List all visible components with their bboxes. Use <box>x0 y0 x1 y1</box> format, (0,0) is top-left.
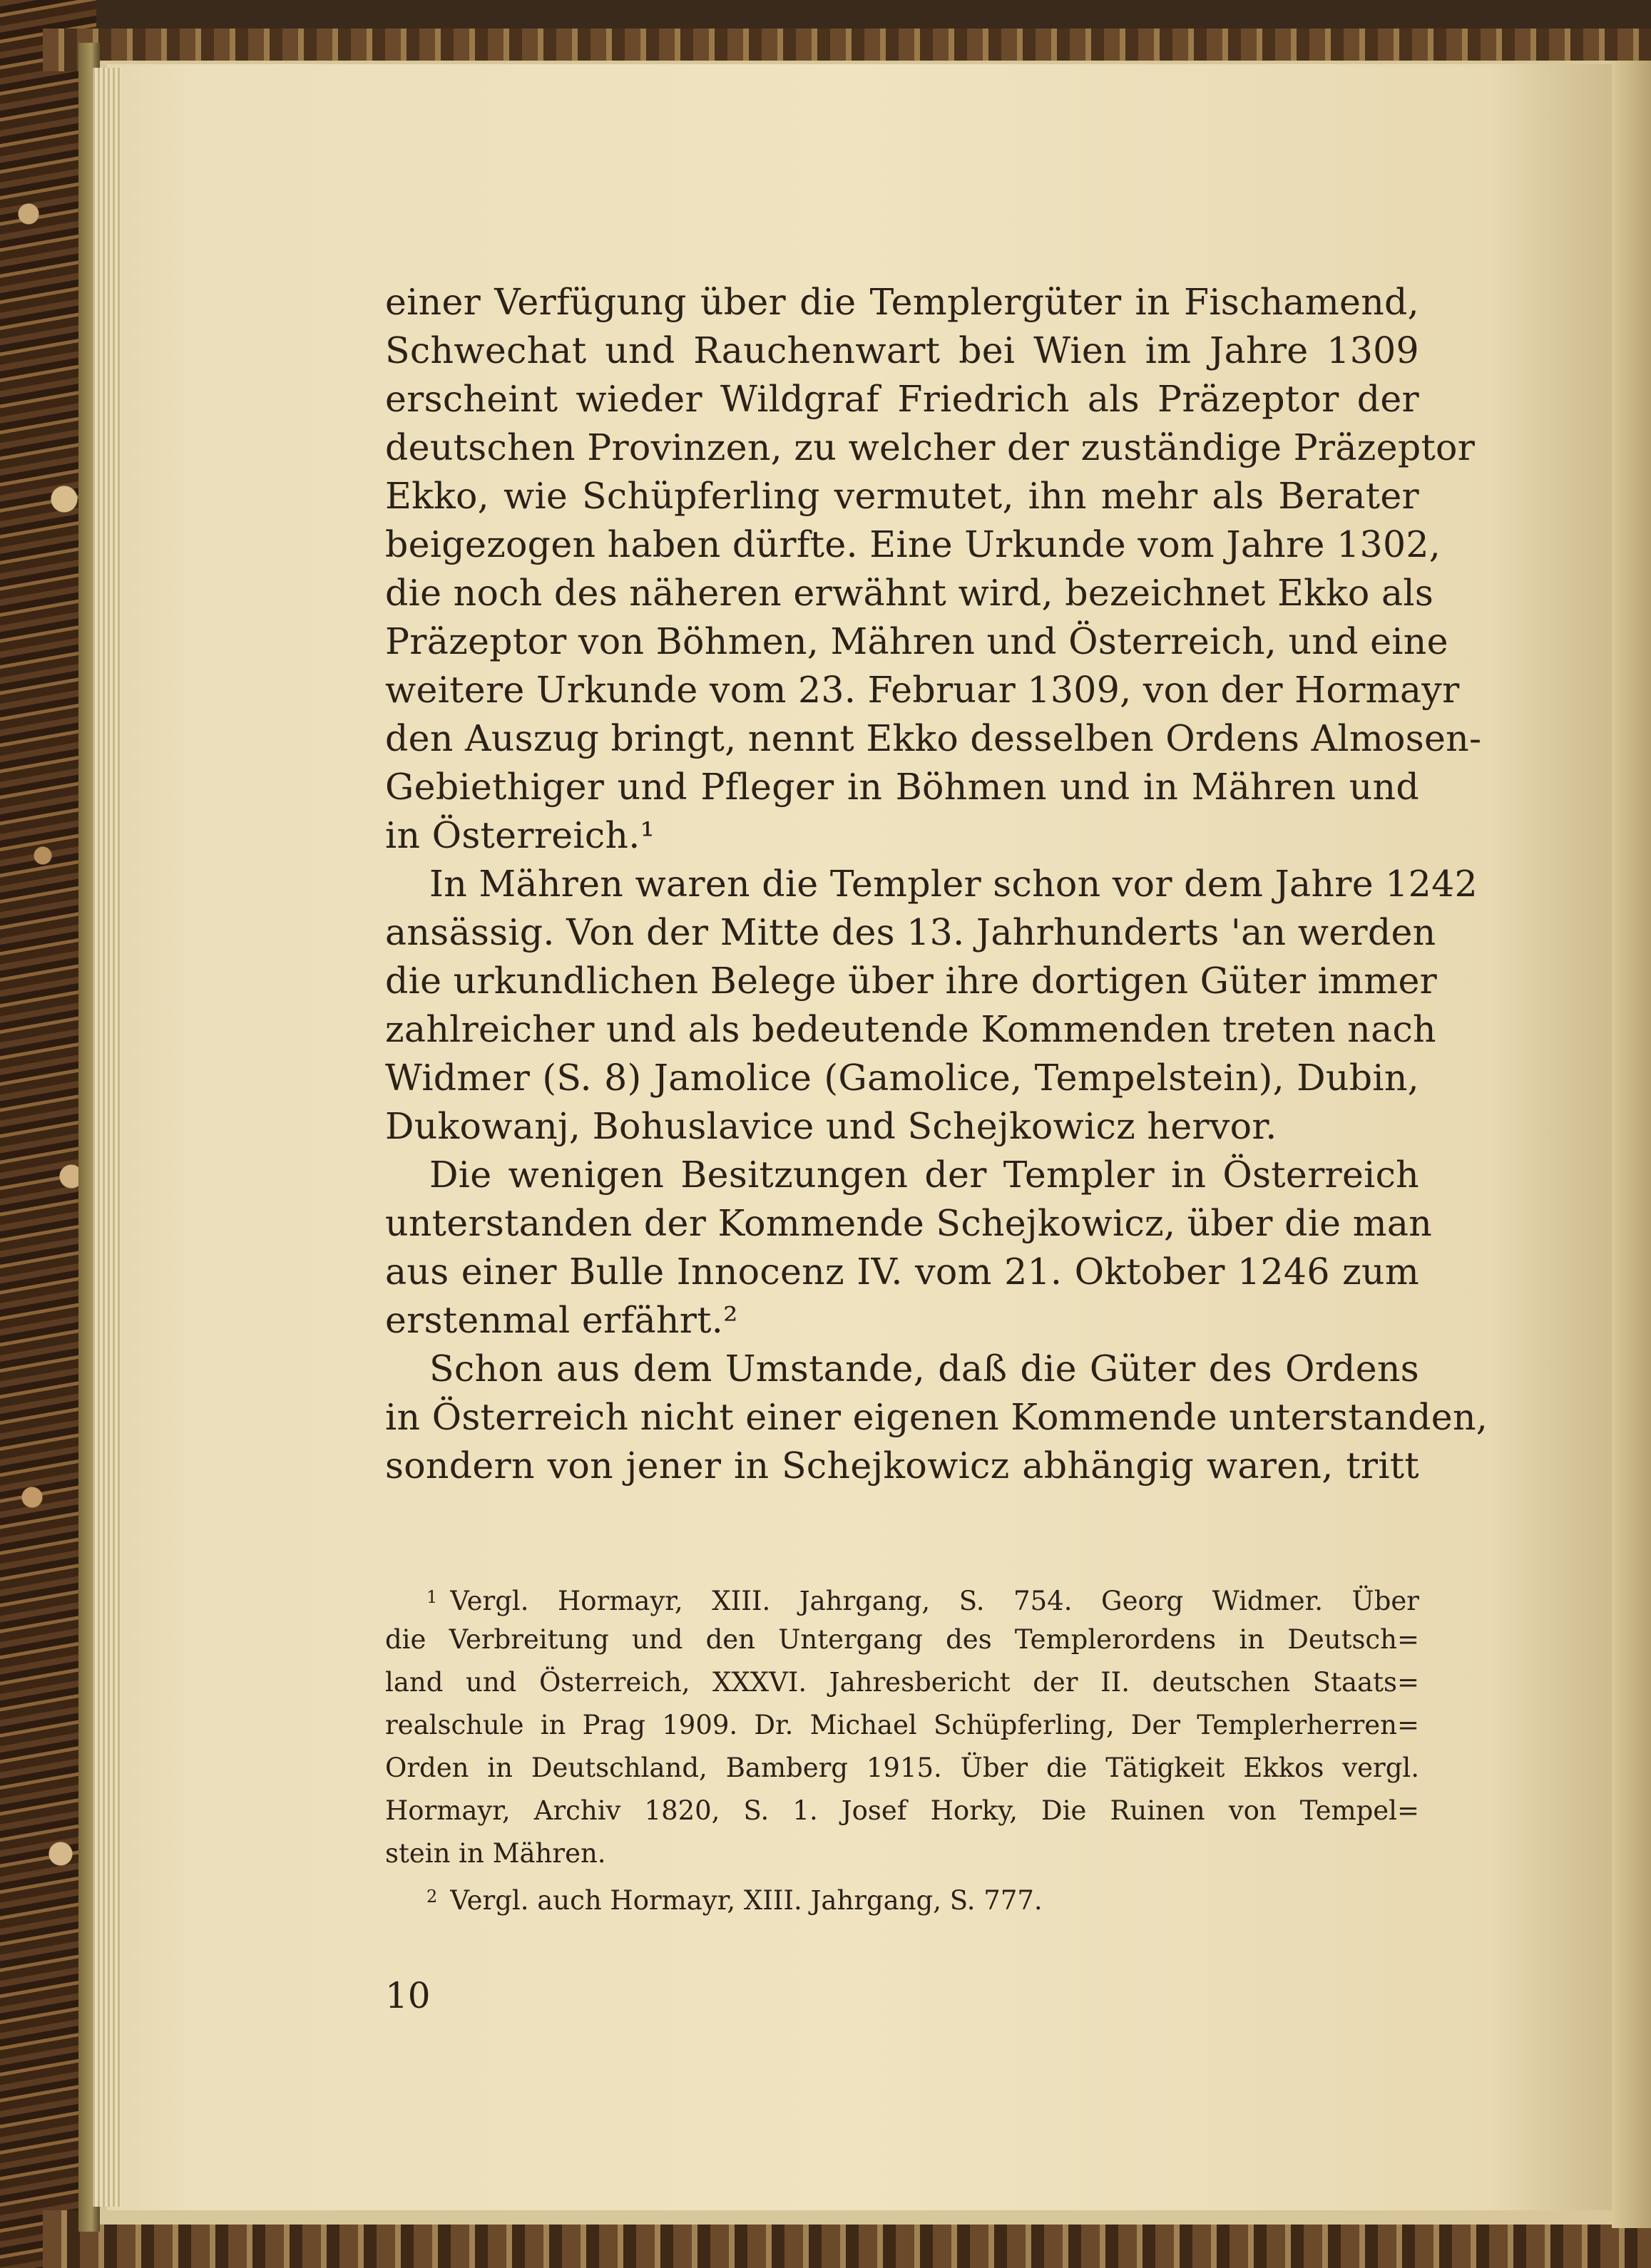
footnote-line: land und Österreich, XXXVI. Jahresbericht der II. deutschen Staats= <box>385 1667 1419 1698</box>
text-line: Präzeptor von Böhmen, Mähren und Österreich, und eine <box>385 620 1448 662</box>
text-line: ansässig. Von der Mitte des 13. Jahrhunderts 'an werden <box>385 911 1436 953</box>
text-line: beigezogen haben dürfte. Eine Urkunde vom Jahre 1302, <box>385 523 1441 565</box>
text-line: Schwechat und Rauchenwart bei Wien im Jahre 1309 <box>385 329 1419 371</box>
text-line: Die wenigen Besitzungen der Templer in Österreich <box>429 1154 1419 1196</box>
text-line: In Mähren waren die Templer schon vor dem Jahre 1242 <box>429 863 1478 905</box>
footnote-mark: 1 <box>426 1587 438 1607</box>
footnote-line <box>385 1576 1419 1618</box>
text-line: Gebiethiger und Pfleger in Böhmen und in Mähren und <box>385 766 1419 808</box>
text-line: aus einer Bulle Innocenz IV. vom 21. Oktober 1246 zum <box>385 1251 1419 1293</box>
text-line: Schon aus dem Umstande, daß die Güter des Ordens <box>429 1348 1419 1390</box>
text-line: zahlreicher und als bedeutende Kommenden treten nach <box>385 1008 1436 1050</box>
text-line: die noch des näheren erwähnt wird, bezeichnet Ekko als <box>385 572 1434 614</box>
text-line: weitere Urkunde vom 23. Februar 1309, von der Hormayr <box>385 669 1460 711</box>
footnote-line: die Verbreitung und den Untergang des Templerordens in Deutsch= <box>385 1624 1419 1655</box>
text-line: Widmer (S. 8) Jamolice (Gamolice, Tempelstein), Dubin, <box>385 1057 1419 1099</box>
footnote <box>385 1875 1419 1918</box>
text-line: die urkundlichen Belege über ihre dortigen Güter immer <box>385 960 1438 1002</box>
facing-page-edge <box>1612 61 1651 2228</box>
text-line: Dukowanj, Bohuslavice und Schejkowicz hervor. <box>385 1105 1277 1147</box>
text-line: in Österreich nicht einer eigenen Kommende unterstanden, <box>385 1396 1488 1438</box>
text-line: in Österreich.¹ <box>385 814 655 856</box>
paragraph <box>385 278 1482 860</box>
footnote-text: Vergl. Hormayr, XIII. Jahrgang, S. 754. Georg Widmer. Über <box>450 1586 1419 1616</box>
text-line: erscheint wieder Wildgraf Friedrich als Präzeptor der <box>385 378 1419 420</box>
paragraph <box>385 1151 1433 1345</box>
text-line: den Auszug bringt, nennt Ekko desselben Ordens Almosen- <box>385 717 1482 759</box>
page-edges <box>93 68 121 2207</box>
main-text <box>385 278 1488 1490</box>
footnote <box>385 1576 1419 1875</box>
footnote-line: realschule in Prag 1909. Dr. Michael Schüpferling, Der Templerherren= <box>385 1710 1419 1740</box>
paragraph <box>385 860 1478 1151</box>
footnote-line: Orden in Deutschland, Bamberg 1915. Über die Tätigkeit Ekkos vergl. <box>385 1753 1419 1783</box>
text-line: einer Verfügung über die Templergüter in Fischamend, <box>385 281 1419 323</box>
footnote-line: Hormayr, Archiv 1820, S. 1. Josef Horky, Die Ruinen von Tempel= <box>385 1795 1419 1826</box>
text-line: sondern von jener in Schejkowicz abhängig waren, tritt <box>385 1445 1419 1487</box>
paragraph <box>385 1345 1488 1490</box>
footnote-line: stein in Mähren. <box>385 1838 606 1869</box>
text-line: unterstanden der Kommende Schejkowicz, über die man <box>385 1202 1433 1244</box>
text-line: deutschen Provinzen, zu welcher der zuständige Präzeptor <box>385 426 1476 468</box>
footnotes <box>385 1576 1419 1918</box>
text-line: erstenmal erfährt.² <box>385 1299 738 1341</box>
footnote-text: Vergl. auch Hormayr, XIII. Jahrgang, S. 777. <box>450 1885 1043 1916</box>
footnote-line <box>385 1875 1419 1918</box>
text-line: Ekko, wie Schüpferling vermutet, ihn mehr als Berater <box>385 475 1419 517</box>
footnote-mark: 2 <box>426 1887 438 1907</box>
page-number: 10 <box>385 1975 431 2016</box>
